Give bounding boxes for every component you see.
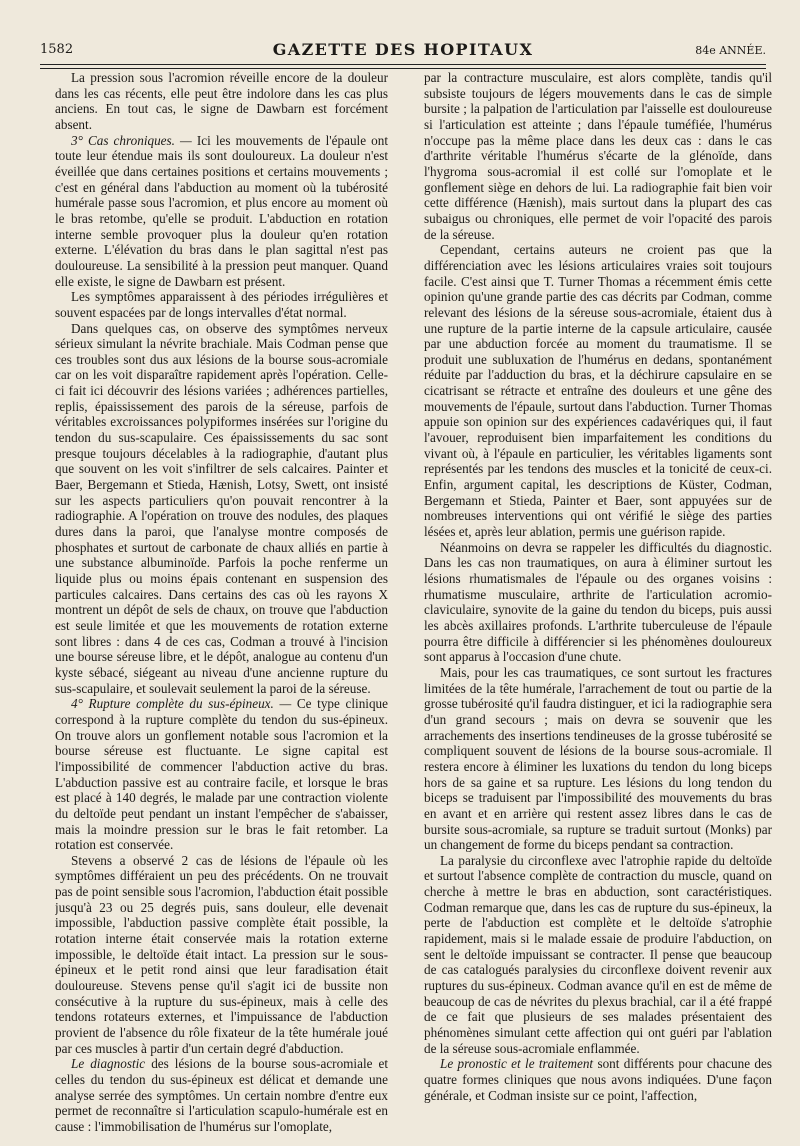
paragraph [424, 665, 772, 853]
paragraph [424, 70, 772, 242]
header-rule-thick [40, 64, 766, 65]
running-header [40, 40, 766, 64]
paragraph-text: des lésions de la bourse sous-acromiale et celles du tendon du sus-épineux est délicat et demande une analyse serrée des symptômes. Un certain nombre d'entre eux permet de reconnaître si l'articulation scapulo-humérale est en cause : l'immobilisation de l'humérus sur l'omoplate, [55, 1056, 388, 1134]
paragraph-text: La pression sous l'acromion réveille encore de la douleur dans les cas récents, elle peut être indolore dans les cas plus anciens. En tout cas, le signe de Dawbarn est forcément absent. [55, 70, 388, 132]
paragraph [55, 133, 388, 290]
paragraph-text: La paralysie du circonflexe avec l'atrophie rapide du deltoïde et surtout l'absence complète de contraction du muscle, quand on cherche à mettre le bras en abduction, sont caractéristiques. Codman remarque que, dans les cas de rupture du sus-épineux, la perte de l'abduction est complète et le deltoïde s'atrophie rapidement, mais si le malade essaie de produire l'abduction, on sent le deltoïde impuissant se contracter. Il pense que beaucoup de cas catalogués paralysies du circonflexe doivent revenir aux ruptures du sus-épineux. Codman avance qu'il en est de même de beaucoup de cas de névrites du plexus brachial, car il a été frappé de ce fait que plusieurs de ses malades présentaient des phénomènes simulant cette affection qui ont guéri par l'ablation de la séreuse sous-acromiale enflammée. [424, 852, 772, 1056]
paragraph-text: Dans quelques cas, on observe des symptômes nerveux sérieux simulant la névrite brachiale. Mais Codman pense que ces troubles sont dus aux lésions de la bourse sous-acromiale car on les voit disparaître rapidement après l'opération. Celle-ci fait ici découvrir des lésions variées ; adhérences partielles, replis, épaississement des parois de la séreuse, parfois de véritables excroissances polypiformes insérées sur l'origine du tendon du sus-scapulaire. Ces épaississements du sac sont presque toujours décelables à la radiographie, d'autant plus que souvent on les voit s'infiltrer de sels calcaires. Painter et Baer, Bergemann et Stieda, Hænish, Lotsy, Swett, ont insisté sur les aspects particuliers qu'on pouvait rencontrer à la radiographie. A l'opération on trouve des nodules, des plaques dures dans la paroi, que l'analyse montre composés de phosphates et surtout de carbonate de chaux alliés en partie à une substance albuminoïde. Parfois la poche renferme un liquide plus ou moins épais contenant en suspension des particules calcaires. Dans certains des cas où les rayons X montrent un dépôt de sels de chaux, on trouve que l'abduction est seule limitée et que les mouvements de rotation externe sont libres : dans 4 de ces cas, Codman a trouvé à l'incision une bourse séreuse libre, et le dépôt, analogue au contenu d'un kyste sébacé, siégeant au niveau d'une ancienne rupture du sus-scapulaire, et soulevait seulement la paroi de la séreuse. [55, 320, 388, 696]
paragraph-text: Ici les mouvements de l'épaule ont toute leur étendue mais ils sont douloureux. La douleur n'est éveillée que dans certaines positions et certains mouvements ; c'est en général dans l'abduction au moment où la tubérosité humérale passe sous l'acromion, et plus encore au moment où le bras retombe, qu'elle se produit. L'abduction en rotation interne semble provoquer plus la douleur qu'en rotation externe. L'élévation du bras dans le plan sagittal n'est pas douloureuse. La sensibilité à la pression peut manquer. Quand elle existe, le signe de Dawbarn est présent. [55, 132, 388, 289]
paragraph-text: Ce type clinique correspond à la rupture complète du tendon du sus-épineux. On trouve alors un gonflement notable sous l'acromion et la bourse séreuse est fluctuante. Le signe capital est l'impossibilité de commencer l'abduction active du bras. L'abduction passive est au contraire facile, et lorsque le bras est placé à 140 degrés, le malade par une contraction violente du deltoïde peut pendant un instant l'empêcher de s'abaisser, mais la moindre pression sur le bras le fait retomber. La rotation est conservée. [55, 696, 388, 853]
paragraph [55, 289, 388, 320]
paragraph [424, 242, 772, 539]
paragraph-lead: 4° Rupture complète du sus-épineux. — [71, 696, 292, 712]
paragraph-text: sont différents pour chacune des quatre formes cliniques que nous avons indiquées. D'une façon générale, et Codman insiste sur ce point, l'affection, [424, 1056, 772, 1103]
paragraph-text: Stevens a observé 2 cas de lésions de l'épaule où les symptômes différaient un peu des précédents. On ne trouvait pas de point sensible sous l'acromion, l'abduction était possible jusqu'à 23 ou 25 degrés puis, sans douleur, elle devenait impossible, l'abduction passive complète était possible, la rotation interne était conservée mais la rotation externe impossible, le deltoïde était intact. La pression sur le sous-épineux et le petit rond ainsi que leur faradisation était douloureuse. Stevens pense qu'il s'agit ici de bussite non consécutive à la rupture du sus-épineux, mais à celle des tendons rotateurs externes, et l'impuissance de l'abduction provient de l'absence du rôle fixateur de la tête humérale joué par ces muscles à partir d'un certain degré d'abduction. [55, 852, 388, 1056]
paragraph [55, 1056, 388, 1134]
paragraph-lead: 3° Cas chroniques. — [71, 132, 192, 148]
left-column [55, 70, 388, 1140]
journal-title: GAZETTE DES HOPITAUX [272, 40, 534, 59]
paragraph-text: par la contracture musculaire, est alors complète, tandis qu'il subsiste toujours de légers mouvements dans le cas de simple bursite ; la palpation de l'articulation par l'aisselle est douloureuse si l'articulation est atteinte ; dans l'épaule tuméfiée, l'humérus n'occupe pas la même place dans les deux cas : dans le cas d'arthrite véritable l'humérus s'écarte de la glénoïde, dans l'hygroma sous-acromial il est collé sur l'omoplate et le gonflement siège en dehors de lui. La radiographie fait bien voir cette différence (Hænish), mais surtout dans la plupart des cas subaigus ou chroniques, elle permet de voir l'opacité des parois de la séreuse. [424, 70, 772, 242]
paragraph [55, 853, 388, 1057]
year-label: 84e ANNÉE. [695, 44, 766, 57]
paragraph [424, 853, 772, 1057]
header-rule-thin [40, 68, 766, 69]
paragraph [55, 321, 388, 697]
right-column [424, 70, 772, 1140]
page-number: 1582 [40, 42, 74, 57]
paragraph-text: Mais, pour les cas traumatiques, ce sont surtout les fractures limitées de la tête humérale, l'arrachement de tout ou partie de la grosse tubérosité qu'il faudra distinguer, et ici la radiographie sera d'un grand secours ; mais on devra se souvenir que les arrachements des insertions tendineuses de la grosse tubérosité se compliquent souvent de lésions de la bourse sous-acromiale. Il restera encore à éliminer les luxations du tendon du long biceps hors de sa gaine et sa rupture. Les lésions du long tendon du biceps se traduisent par l'impossibilité des mouvements du bras en avant et en arrière qui restent assez libres dans le cas de bursite sous-acromiale, sa rupture se traduit surtout (Monks) par un changement de forme du biceps pendant sa contraction. [424, 664, 772, 853]
paragraph-lead: Le diagnostic [71, 1056, 146, 1072]
paragraph [55, 70, 388, 133]
paragraph-lead: Le pronostic et le traitement [440, 1056, 594, 1072]
paragraph-text: Cependant, certains auteurs ne croient pas que la différenciation avec les lésions articulaires vraies soit toujours facile. C'est ainsi que T. Turner Thomas a récemment émis cette opinion qu'une grande partie des cas décrits par Codman, comme relevant des lésions de la séreuse sous-acromiale, étaient dus à une rupture de la partie interne de la capsule articulaire, causée par une abduction forcée au moment du traumatisme. Il se produit une subluxation de l'humérus en dedans, spontanément réduite par l'adduction du bras, et la déchirure capsulaire en se cicatrisant se rétracte et entraîne des douleurs et une gêne des mouvements de l'épaule, surtout dans l'abduction. Turner Thomas appuie son opinion sur des expériences cadavériques qui, il faut l'avouer, reproduisent bien imparfaitement les conditions du vivant où, à l'épaule en particulier, les véritables ligaments sont représentés par les tendons des muscles et la tonicité de ceux-ci. Enfin, argument capital, les descriptions de Küster, Codman, Bergemann et Stieda, Painter et Baer, sont appuyées sur de nombreuses interventions qui ont vérifié le siège des parties lésées et, après leur ablation, permis une guérison rapide. [424, 242, 772, 540]
paragraph [424, 540, 772, 665]
paragraph-text: Les symptômes apparaissent à des périodes irrégulières et souvent espacées par de longs intervalles d'état normal. [55, 289, 388, 320]
paragraph-text: Néanmoins on devra se rappeler les difficultés du diagnostic. Dans les cas non traumatiques, on aura à éliminer surtout les lésions rhumatismales de l'épaule ou des organes voisins : rhumatisme musculaire, arthrite de l'articulation acromio-claviculaire, synovite de la gaine du tendon du biceps, puis aussi les abcès axillaires profonds. L'arthrite tuberculeuse de l'épaule pourra être difficile à différencier si les phénomènes douloureux sont apparus à l'occasion d'une chute. [424, 539, 772, 665]
paragraph [424, 1056, 772, 1103]
paragraph [55, 696, 388, 853]
